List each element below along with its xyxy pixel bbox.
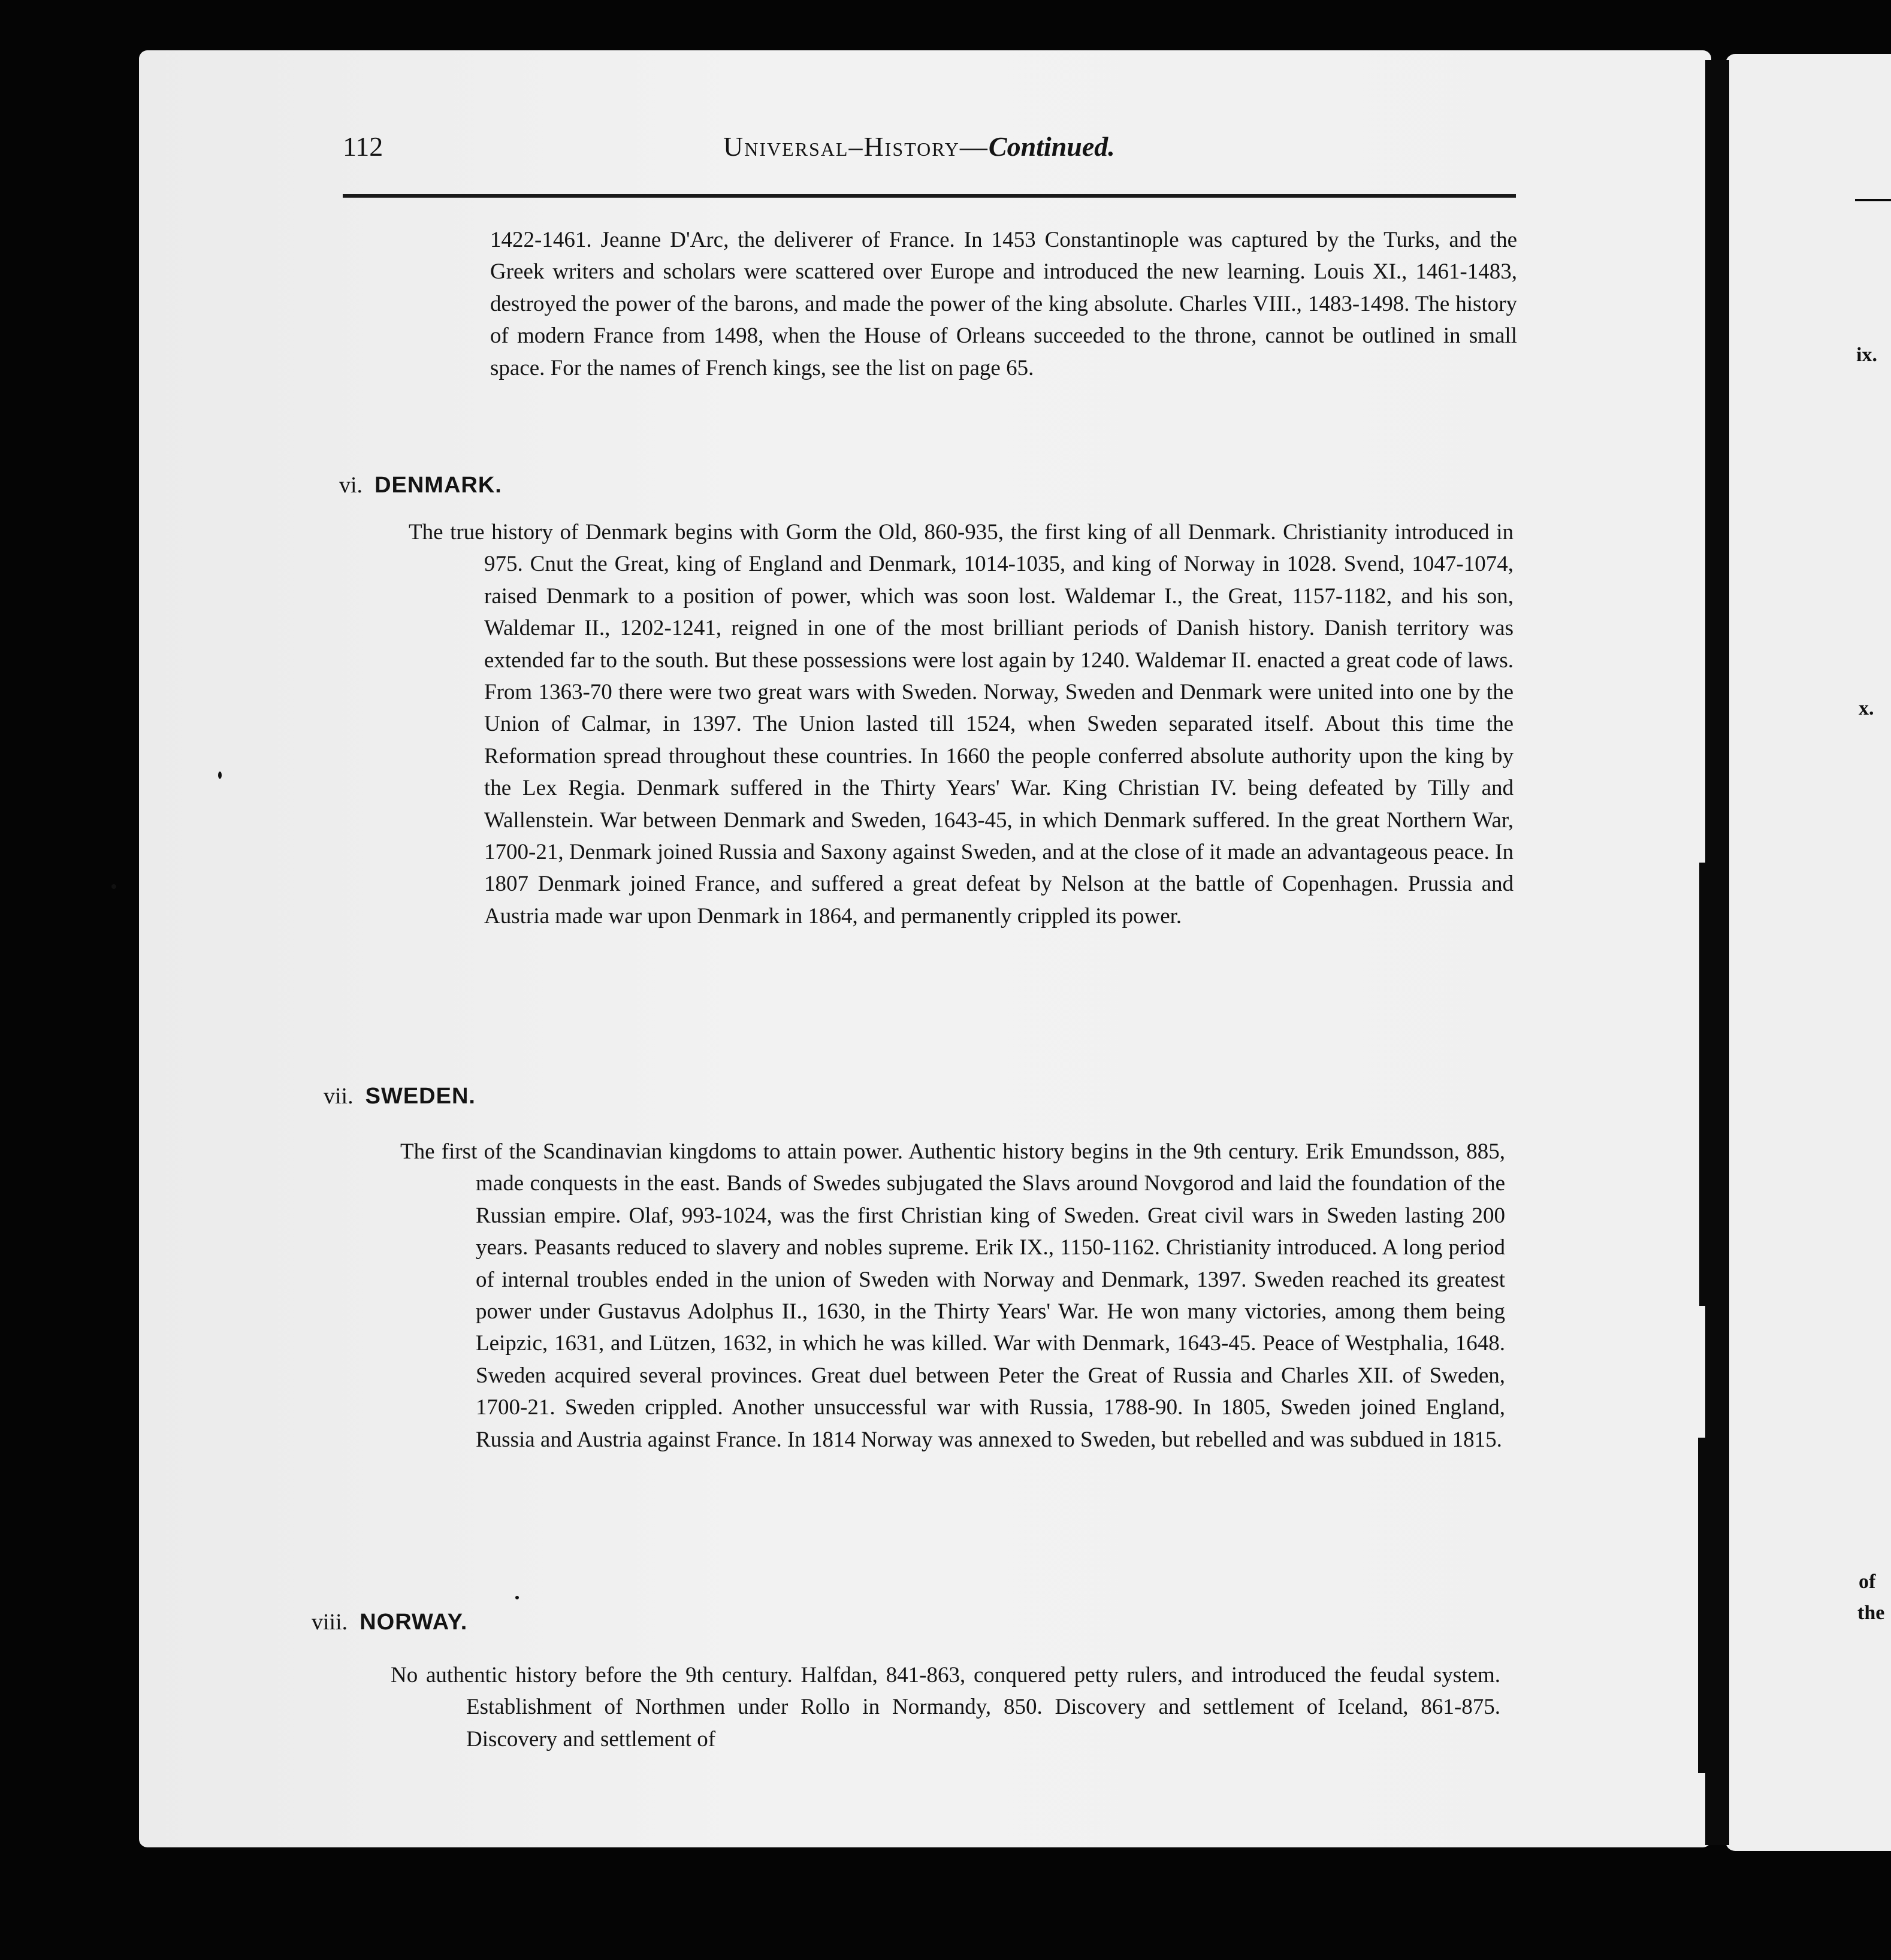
header-rule — [343, 194, 1516, 198]
section-text-sweden: The first of the Scandinavian kingdoms to attain power. Authentic history begins in the 9th century. Erik Emundsson, 885, made conquests in the east. Bands of Swedes subjugated the Slavs around Novgorod and laid the foundation of the Russian empire. Olaf, 993-1024, was the first Christian king of Sweden. Great civil wars in Sweden lasting 200 years. Peasants reduced to slavery and nobles supreme. Erik IX., 1150-1162. Christianity introduced. A long period of internal troubles ended in the union of Sweden with Norway and Denmark, 1397. Sweden reached its greatest power under Gustavus Adolphus II., 1630, in the Thirty Years' War. He won many victories, among them being Leipzic, 1631, and Lützen, 1632, in which he was killed. War with Denmark, 1643-45. Peace of Westphalia, 1648. Sweden acquired several provinces. Great duel between Peter the Great of Russia and Charles XII. of Sweden, 1700-21. Sweden crippled. Another unsuccessful war with Russia, 1788-90. In 1805, Sweden joined England, Russia and Austria against France. In 1814 Norway was annexed to Sweden, but rebelled and was subdued in 1815. — [400, 1139, 1505, 1452]
facing-margin-of: of — [1859, 1571, 1876, 1593]
facing-margin-x: x. — [1859, 697, 1874, 719]
page-number: 112 — [343, 131, 383, 162]
section-heading-denmark — [339, 472, 502, 498]
intro-paragraph: 1422-1461. Jeanne D'Arc, the deliverer of France. In 1453 Constantinople was captured by the Turks, and the Greek writers and scholars were scattered over Europe and introduced the new learning. Louis XI., 1461-1483, destroyed the power of the barons, and made the power of the king absolute. Charles VIII., 1483-1498. The history of modern France from 1498, when the House of Orleans succeeded to the throne, cannot be outlined in small space. For the names of French kings, see the list on page 65. — [490, 228, 1517, 380]
scan-speck — [218, 772, 222, 779]
running-head-continued: Continued. — [988, 131, 1115, 162]
gutter-shadow — [1699, 863, 1717, 1306]
section-text-norway: No authentic history before the 9th century. Halfdan, 841-863, conquered petty rulers, and introduced the feudal system. Establishment of Northmen under Rollo in Normandy, 850. Discovery and settlement of Iceland, 861-875. Discovery and settlement of — [391, 1663, 1500, 1752]
section-heading-sweden — [324, 1083, 476, 1109]
facing-margin-ix: ix. — [1856, 344, 1877, 366]
page-header — [343, 131, 1517, 173]
scan-speck — [515, 1596, 519, 1599]
section-title: NORWAY. — [360, 1610, 468, 1635]
section-title: SWEDEN. — [365, 1084, 476, 1109]
section-text-denmark: The true history of Denmark begins with Gorm the Old, 860-935, the first king of all Denmark. Christianity introduced in 975. Cnut the Great, king of England and Denmark, 1014-1035, and king of Norway in 1028. Svend, 1047-1074, raised Denmark to a position of power, which was soon lost. Waldemar I., the Great, 1157-1182, and his son, Waldemar II., 1202-1241, reigned in one of the most brilliant periods of Danish history. Danish territory was extended far to the south. But these possessions were lost again by 1240. Waldemar II. enacted a great code of laws. From 1363-70 there were two great wars with Sweden. Norway, Sweden and Denmark were united into one by the Union of Calmar, in 1397. The Union lasted till 1524, when Sweden separated itself. About this time the Reformation spread throughout these countries. In 1660 the people conferred absolute authority upon the king by the Lex Regia. Denmark suffered in the Thirty Years' War. King Christian IV. being defeated by Tilly and Wallenstein. War between Denmark and Sweden, 1643-45, in which Denmark suffered. In the great Northern War, 1700-21, Denmark joined Russia and Saxony against Sweden, and at the close of it made an advantageous peace. In 1807 Denmark joined France, and suffered a great defeat by Nelson at the battle of Copenhagen. Prussia and Austria made war upon Denmark in 1864, and permanently crippled its power. — [409, 520, 1514, 928]
section-numeral: vii. — [324, 1084, 354, 1109]
running-head — [723, 131, 1115, 162]
scan-speck — [111, 884, 116, 889]
section-heading-norway — [312, 1609, 467, 1635]
gutter-shadow — [1698, 1438, 1717, 1773]
section-numeral: vi. — [339, 473, 363, 498]
facing-margin-the: the — [1857, 1602, 1885, 1624]
section-title: DENMARK. — [374, 473, 502, 498]
section-numeral: viii. — [312, 1610, 348, 1635]
facing-page-rule — [1855, 199, 1891, 201]
running-head-title: Universal–History— — [723, 131, 989, 162]
